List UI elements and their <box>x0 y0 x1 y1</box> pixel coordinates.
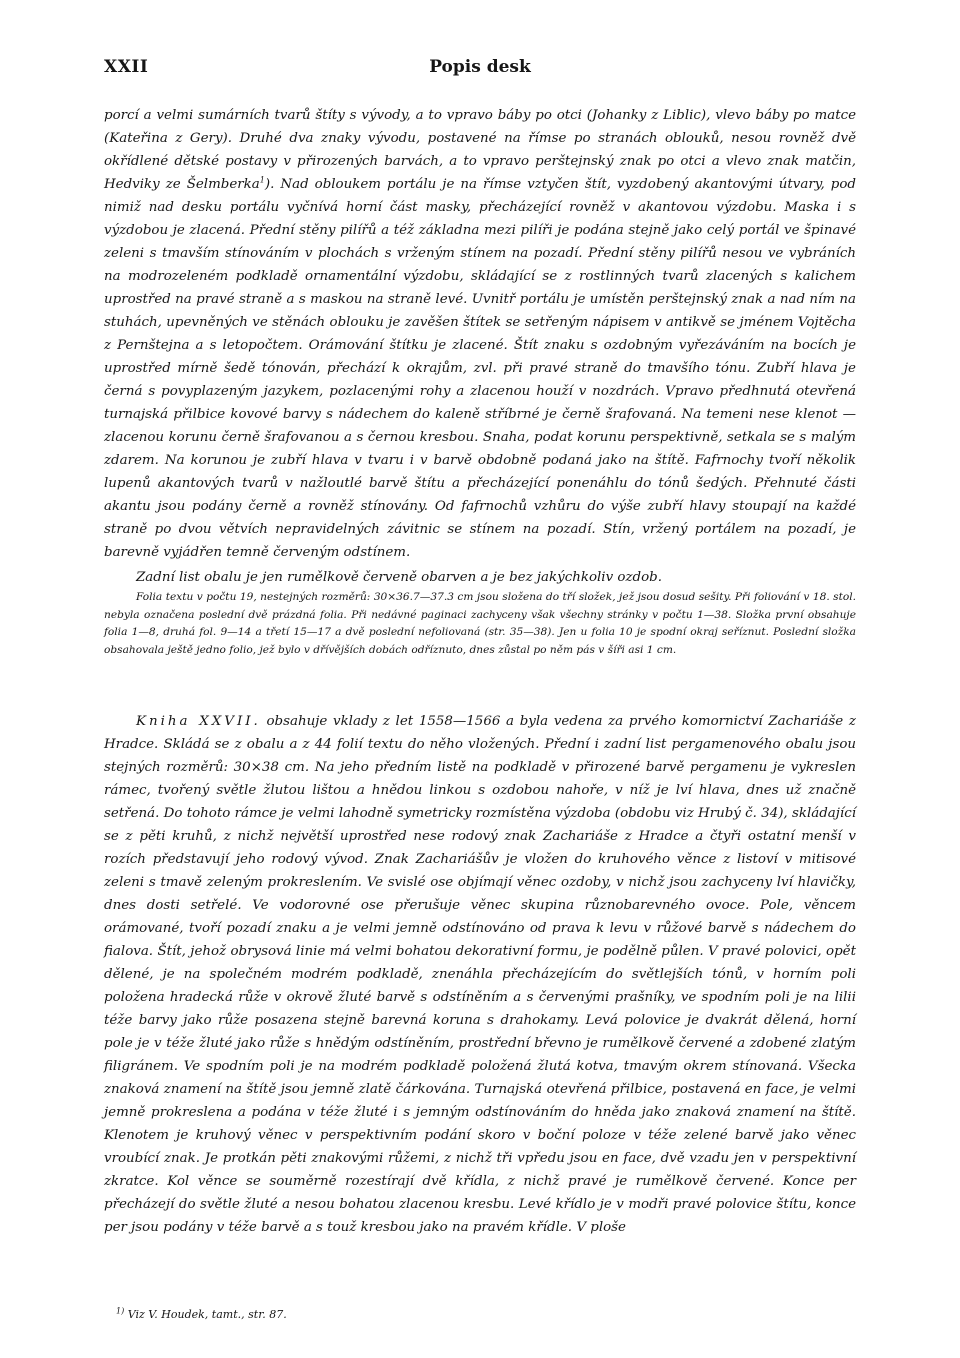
paragraph-text-b: ). Nad obloukem portálu je na římse vztyčen štít, vyzdobený akantovými útvary, pod nimiž nad desku portálu vyčnívá horní část masky, přecházející rovněž v akantovou výzdobu. Maska i s výzdobou je zlacená. Přední stěny pilířů a též základna mezi pilíři je podána stejně jako celý portál ve špinavé zeleni s tmavším stínováním v plochách s vrženým stínem na pozadí. Přední stěny pilířů nesou ve vybráních na modrozeleném podkladě ornamentální výzdobu, skládající se z rostlinných tvarů zlacených s kalichem uprostřed na pravé straně a s maskou na straně levé. Uvnitř portálu je umístěn perštejnský znak a nad ním na stuhách, upevněných ve stěnách oblouku je zavěšen štítek se setřeným nápisem v antikvě se jménem Vojtěcha z Pernštejna a s letopočtem. Orámování štítku je zlacené. Štít znaku s ozdobným vyřezáváním na bocích je uprostřed mírně šedě tónován, přechází k okrajům, zvl. při pravé straně do tmavšího tónu. Zubří hlava je černá s povyplazeným jazykem, pozlacenými rohy a zlacenou houží v nozdrách. Vpravo předhnutá otevřená turnajská přilbice kovové barvy s nádechem do kaleně stříbrné je černě šrafovaná. Na temeni nese klenot — zlacenou korunu černě šrafovanou a s černou kresbou. Snaha, podat korunu perspektivně, setkala se s malým zdarem. Na korunou je zubří hlava v tvaru i v barvě obdobně podaná jako na štítě. Fafrnochy tvoří několik lupenů akantových tvarů v nažloutlé barvě štítu a přecházející ponenáhlu do tónů šedých. Přehnuté části akantu jsou podány černě a rovněž stínovány. Od fafrnochů vzhůru do výše zubří hlavy stoupají na každé straně po dvou větvích nepravidelných závitnic se stínem na pozadí. Stín, vržený portálem na pozadí, je barevně vyjádřen temně červeným odstínem. <box>104 177 856 560</box>
body-text-top <box>104 104 856 564</box>
paragraph-folia-notes: Folia textu v počtu 19, nestejných rozměrů: 30×36.7—37.3 cm jsou složena do tří složek, jež jsou dosud sešity. Při foliování v 18. stol. nebyla označena poslední dvě prázdná folia. Při nedávné paginaci zachyceny však všechny stránky v počtu 1—38. Složka první obsahuje folia 1—8, druhá fol. 9—14 a třetí 15—17 a dvě poslední nefoliovaná (str. 35—38). Jen u folia 10 je spodní okraj seříznut. Poslední složka obsahovala ještě jedno folio, jež bylo v dřívějších dobách odříznuto, dnes zůstal po něm pás v šíři asi 1 cm. <box>104 591 856 656</box>
paragraph-text-a: porcí a velmi sumárních tvarů štíty s vývody, a to vpravo báby po otci (Johanky z Liblic), vlevo báby po matce (Kateřina z Gery). Druhé dva znaky vývodu, postavené na římse po stranách oblouků, nesou rovněž dvě okřídlené dětské postavy v přirozených barvách, a to vpravo perštejnský znak po otci a vlevo znak matčin, Hedviky ze Šelmberka <box>104 108 856 192</box>
footnote-mark: 1) <box>116 1306 125 1316</box>
paragraph-back-cover: Zadní list obalu je jen rumělkově červeně obarven a je bez jakýchkoliv ozdob. <box>136 570 662 585</box>
book-heading: Kniha XXVII. <box>136 714 261 729</box>
page-number: XXII <box>104 57 149 77</box>
footnote <box>116 1308 287 1321</box>
book-description: obsahuje vklady z let 1558—1566 a byla vedena za prvého komornictví Zachariáše z Hradce. Skládá se z obalu a z 44 folií textu do něho vložených. Přední i zadní list pergamenového obalu jsou stejných rozměrů: 30×38 cm. Na jeho předním listě na podkladě v přirozené barvě pergamenu je vykreslen rámec, tvořený světle žlutou lištou a hnědou linkou s ozdobou nahoře, v níž je lví hlava, dnes už značně setřená. Do tohoto rámce je velmi lahodně symetricky rozmístěna výzdoba (obdobu viz Hrubý č. 34), skládající se z pěti kruhů, z nichž největší uprostřed nese rodový znak Zachariáše z Hradce a čtyři ostatní menší v rozích představují jeho rodový vývod. Znak Zachariášův je vložen do kruhového věnce z listoví v mitisové zeleni s tmavě zeleným prokreslením. Ve svislé ose objímají věnec ozdoby, v nichž jsou zachyceny lví hlavičky, dnes dosti setřelé. Ve vodorovné ose přerušuje věnec skupina různobarevného ovoce. Pole, věncem orámované, tvoří pozadí znaku a je velmi jemně odstínováno od prava k levu v růžové barvě s nádechem do fialova. Štít, jehož obrysová linie má velmi bohatou dekorativní formu, je podělně půlen. V pravé polovici, opět dělené, je na společném modrém podkladě, znenáhla přecházejícím do světlejších tónů, v horním poli položena hradecká růže v okrově žluté barvě s odstíněním a s červenými prašníky, ve spodním poli je na lilii téže barvy jako růže posazena stejně barevná koruna s drahokamy. Levá polovice je dvakrát dělená, horní pole je v téže žluté jako růže s hnědým odstíněním, prostřední břevno je rumělkově červené a zdobené zlatým filigránem. Ve spodním poli je na modrém podkladě položená žlutá kotva, tmavým okrem stínovaná. Všecka znaková znamení na štítě jsou jemně zlatě čárkována. Turnajská otevřená přilbice, postavená en face, je velmi jemně prokreslena a podána v téže žluté i s jemným odstínováním do hněda jako znaková znamení na štítě. Klenotem je kruhový věnec v perspektivním podání skoro v boční poloze v téže zelené barvě jako věnec vroubící znak. Je protkán pěti znakovými růžemi, z nichž tři vpředu jsou en face, dvě vzadu jen v perspektivní zkratce. Kol věnce se souměrně rozestírají dvě křídla, z nichž pravé je rumělkově červené. Konce per přecházejí do světle žluté a nesou bohatou zlacenou kresbu. Levé křídlo je v modři pravé polovice štítu, konce per jsou podány v téže barvě a s touž kresbou jako na pravém křídle. V ploše <box>104 714 856 1235</box>
running-title: Popis desk <box>429 57 531 77</box>
footnote-reference: 1 <box>259 175 265 185</box>
paragraph-book-xxvii <box>104 710 856 1239</box>
paragraph-portal-description <box>104 104 856 564</box>
page-header <box>104 57 856 83</box>
body-text-bottom <box>104 710 856 1239</box>
footnote-text: Viz V. Houdek, tamt., str. 87. <box>127 1308 287 1321</box>
body-text-middle <box>104 566 856 659</box>
